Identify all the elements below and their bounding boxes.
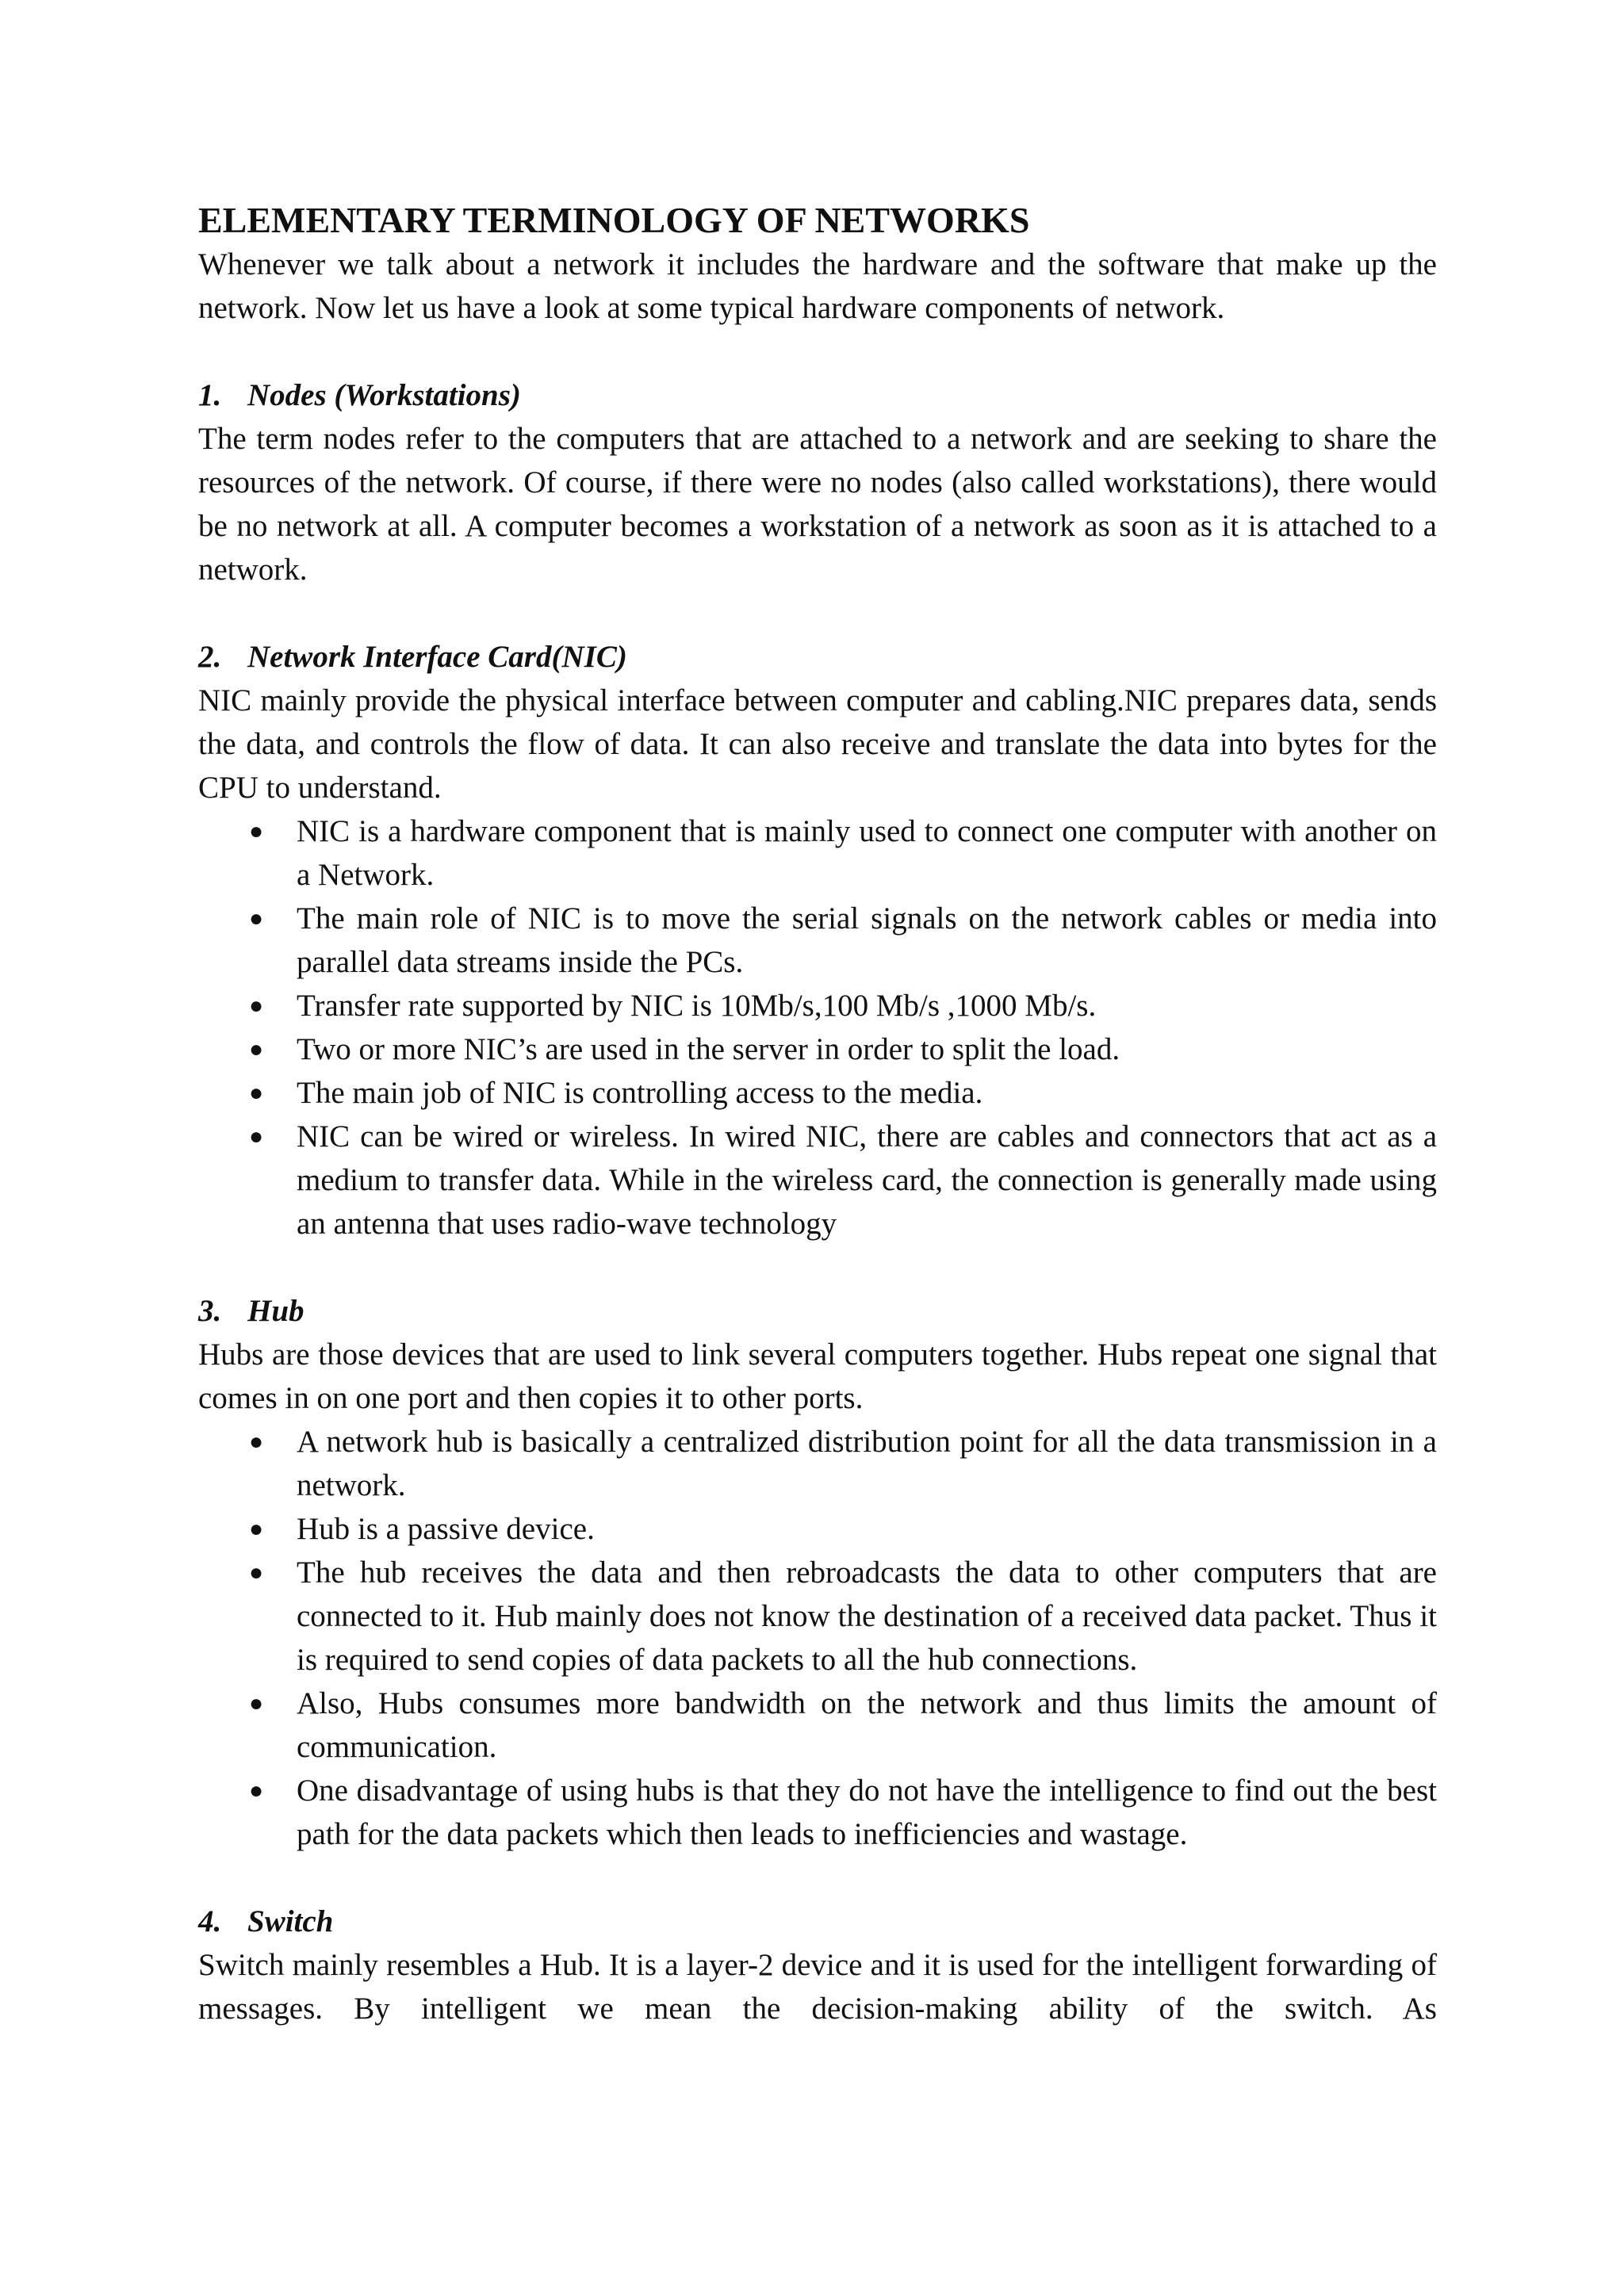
section-title: Network Interface Card(NIC) <box>247 640 627 674</box>
list-item <box>198 1769 1437 1856</box>
section-number: 2. <box>198 640 222 674</box>
list-item <box>198 809 1437 897</box>
intro-paragraph: Whenever we talk about a network it includes the hardware and the software that make up the network. Now let us have a look at some typical hardware components of network. <box>198 247 1437 325</box>
list-item-text: One disadvantage of using hubs is that they do not have the intelligence to find out the best path for the data packets which then leads to inefficiencies and wastage. <box>297 1774 1437 1851</box>
list-item-text: The hub receives the data and then rebroadcasts the data to other computers that are connected to it. Hub mainly does not know the destination of a received data packet. Thus it is required to send copies of data packets to all the hub connections. <box>297 1556 1437 1677</box>
bullet-list <box>198 809 1437 1246</box>
bullet-icon: ● <box>249 1777 264 1804</box>
bullet-icon: ● <box>249 818 264 844</box>
section-nodes <box>198 373 1437 591</box>
bullet-icon: ● <box>249 905 264 932</box>
list-item-text: The main role of NIC is to move the serial signals on the network cables or media into parallel data streams inside the PCs. <box>297 901 1437 979</box>
section-title: Hub <box>247 1294 304 1328</box>
section-number: 3. <box>198 1294 222 1328</box>
section-switch <box>198 1900 1437 2030</box>
section-heading <box>198 373 1437 417</box>
list-item-text: A network hub is basically a centralized distribution point for all the data transmission in a network. <box>297 1425 1437 1502</box>
section-heading <box>198 1289 1437 1333</box>
bullet-icon: ● <box>249 1036 264 1062</box>
list-item <box>198 897 1437 984</box>
list-item <box>198 1507 1437 1551</box>
section-heading <box>198 1900 1437 1943</box>
list-item-text: The main job of NIC is controlling access to the media. <box>297 1076 983 1110</box>
page-title: ELEMENTARY TERMINOLOGY OF NETWORKS <box>198 200 1030 240</box>
section-number: 4. <box>198 1904 222 1938</box>
section-number: 1. <box>198 378 222 412</box>
section-paragraph: Hubs are those devices that are used to link several computers together. Hubs repeat one signal that comes in on one port and then copies it to other ports. <box>198 1337 1437 1415</box>
section-paragraph: Switch mainly resembles a Hub. It is a layer-2 device and it is used for the intelligent forwarding of messages. By intelligent we mean the decision-making ability of the switch. As <box>198 1948 1437 2026</box>
list-item <box>198 1071 1437 1115</box>
list-item <box>198 1027 1437 1071</box>
section-paragraph: The term nodes refer to the computers that are attached to a network and are seeking to share the resources of the network. Of course, if there were no nodes (also called workstations), there would be no network at all. A computer becomes a workstation of a network as soon as it is attached to a network. <box>198 422 1437 587</box>
bullet-icon: ● <box>249 1123 264 1150</box>
bullet-icon: ● <box>249 1516 264 1542</box>
list-item <box>198 1682 1437 1769</box>
bullet-icon: ● <box>249 1690 264 1716</box>
bullet-icon: ● <box>249 1080 264 1106</box>
section-title: Nodes (Workstations) <box>247 378 521 412</box>
list-item <box>198 1115 1437 1246</box>
list-item-text: Transfer rate supported by NIC is 10Mb/s,100 Mb/s ,1000 Mb/s. <box>297 989 1097 1023</box>
document-page <box>198 198 1437 2030</box>
section-title: Switch <box>247 1904 334 1938</box>
bullet-icon: ● <box>249 993 264 1019</box>
list-item <box>198 1420 1437 1507</box>
bullet-icon: ● <box>249 1559 264 1586</box>
section-heading <box>198 635 1437 679</box>
list-item-text: NIC can be wired or wireless. In wired NIC, there are cables and connectors that act as a medium to transfer data. While in the wireless card, the connection is generally made using an antenna that uses radio-wave technology <box>297 1119 1437 1241</box>
bullet-icon: ● <box>249 1429 264 1455</box>
section-hub <box>198 1289 1437 1856</box>
list-item-text: Two or more NIC’s are used in the server in order to split the load. <box>297 1032 1120 1066</box>
bullet-list <box>198 1420 1437 1856</box>
list-item-text: NIC is a hardware component that is mainly used to connect one computer with another on a Network. <box>297 814 1437 892</box>
list-item-text: Also, Hubs consumes more bandwidth on the network and thus limits the amount of communication. <box>297 1686 1437 1764</box>
list-item-text: Hub is a passive device. <box>297 1512 595 1546</box>
list-item <box>198 984 1437 1027</box>
section-nic <box>198 635 1437 1246</box>
section-paragraph: NIC mainly provide the physical interface between computer and cabling.NIC prepares data, sends the data, and controls the flow of data. It can also receive and translate the data into bytes for the CPU to understand. <box>198 683 1437 805</box>
list-item <box>198 1551 1437 1682</box>
